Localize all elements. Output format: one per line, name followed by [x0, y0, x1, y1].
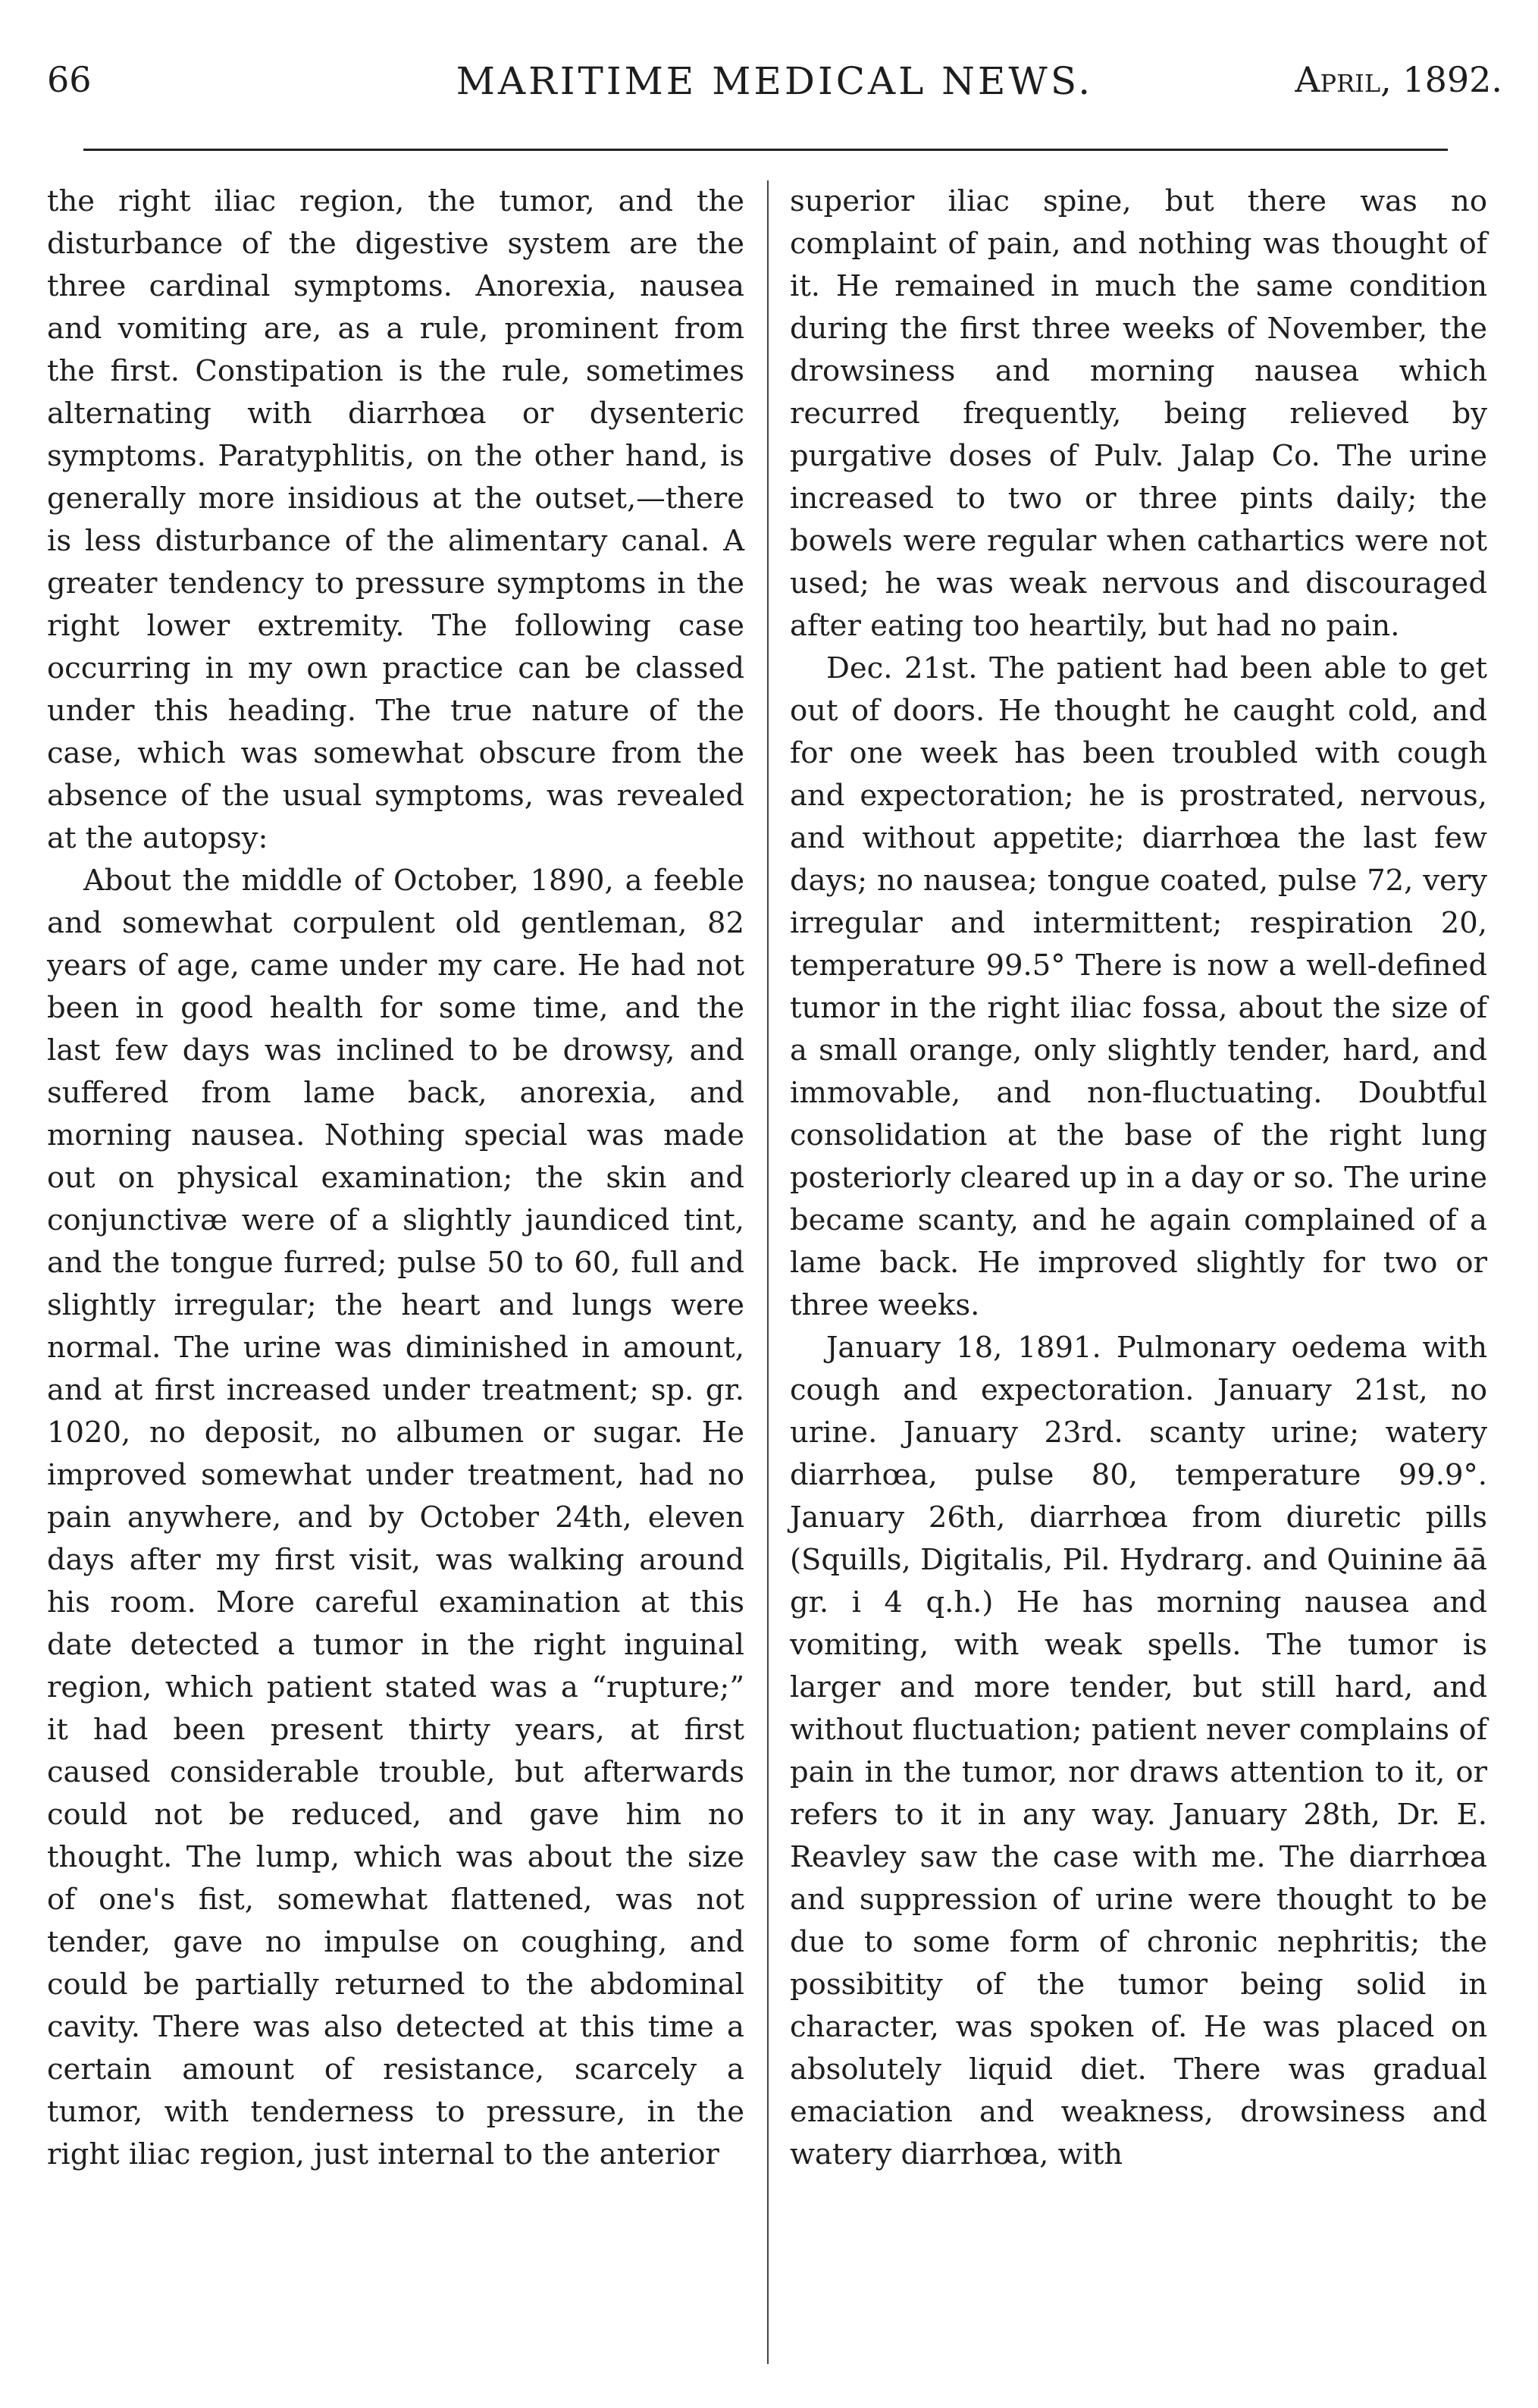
paragraph: the right iliac region, the tumor, and the disturbance of the digestive system are the three cardinal symptoms. Anorexia, nausea and vomiting are, as a rule, prominent from the first. Constipation is the rule, sometimes alternating with diarrhœa or dysenteric symptoms. Paratyphlitis, on the other hand, is generally more insidious at the outset,—there is less disturbance of the alimentary canal. A greater tendency to pressure symptoms in the right lower extremity. The following case occurring in my own practice can be classed under this heading. The true nature of the case, which was somewhat obscure from the absence of the usual symptoms, was revealed at the autopsy:: [47, 184, 744, 855]
page-header: [47, 59, 1502, 127]
header-rule: [83, 149, 1448, 151]
right-column: [790, 180, 1487, 2176]
text-columns: [47, 180, 1487, 2349]
paragraph: Dec. 21st. The patient had been able to get out of doors. He thought he caught cold, and for one week has been troubled with cough and expectoration; he is prostrated, nervous, and without appetite; diarrhœa the last few days; no nausea; tongue coated, pulse 72, very irregular and intermittent; respiration 20, temperature 99.5° There is now a well-defined tumor in the right iliac fossa, about the size of a small orange, only slightly tender, hard, and immovable, and non-fluctuating. Doubtful consolidation at the base of the right lung posteriorly cleared up in a day or so. The urine became scanty, and he again complained of a lame back. He improved slightly for two or three weeks.: [790, 651, 1487, 1322]
paragraph: About the middle of October, 1890, a feeble and somewhat corpulent old gentleman, 82 years of age, came under my care. He had not been in good health for some time, and the last few days was inclined to be drowsy, and suffered from lame back, anorexia, and morning nausea. Nothing special was made out on physical examination; the skin and conjunctivæ were of a slightly jaundiced tint, and the tongue furred; pulse 50 to 60, full and slightly irregular; the heart and lungs were normal. The urine was diminished in amount, and at first increased under treatment; sp. gr. 1020, no deposit, no albumen or sugar. He improved somewhat under treatment, had no pain anywhere, and by October 24th, eleven days after my first visit, was walking around his room. More careful examination at this date detected a tumor in the right inguinal region, which patient stated was a “rupture;” it had been present thirty years, at first caused considerable trouble, but afterwards could not be reduced, and gave him no thought. The lump, which was about the size of one's fist, somewhat flattened, was not tender, gave no impulse on coughing, and could be partially returned to the abdominal cavity. There was also detected at this time a certain amount of resistance, scarcely a tumor, with tenderness to pressure, in the right iliac region, just internal to the anterior: [47, 864, 744, 2171]
paragraph: January 18, 1891. Pulmonary oedema with cough and expectoration. January 21st, no urine. January 23rd. scanty urine; watery diarrhœa, pulse 80, temperature 99.9°. January 26th, diarrhœa from diuretic pills (Squills, Digitalis, Pil. Hydrarg. and Quinine āā gr. i 4 q.h.) He has morning nausea and vomiting, with weak spells. The tumor is larger and more tender, but still hard, and without fluctuation; patient never complains of pain in the tumor, nor draws attention to it, or refers to it in any way. January 28th, Dr. E. Reavley saw the case with me. The diarrhœa and suppression of urine were thought to be due to some form of chronic nephritis; the possibitity of the tumor being solid in character, was spoken of. He was placed on absolutely liquid diet. There was gradual emaciation and weakness, drowsiness and watery diarrhœa, with: [790, 1331, 1487, 2171]
journal-title: MARITIME MEDICAL NEWS.: [456, 59, 1094, 103]
paragraph: superior iliac spine, but there was no complaint of pain, and nothing was thought of it. He remained in much the same condition during the first three weeks of November, the drowsiness and morning nausea which recurred frequently, being relieved by purgative doses of Pulv. Jalap Co. The urine increased to two or three pints daily; the bowels were regular when cathartics were not used; he was weak nervous and discouraged after eating too heartily, but had no pain.: [790, 184, 1487, 643]
page-number: 66: [47, 59, 92, 100]
column-divider: [767, 180, 769, 2364]
left-column: [47, 180, 744, 2176]
issue-date: April, 1892.: [1295, 59, 1502, 100]
